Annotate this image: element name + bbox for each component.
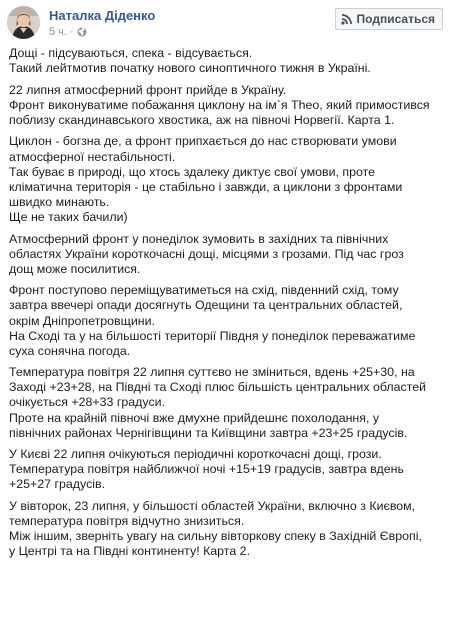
post-text-line: температура повітря відчутно знизиться. [9, 514, 245, 529]
post-text-line: У Києві 22 липня очікуються періодичні короткочасні дощі, грози. [9, 447, 382, 462]
meta-separator: · [69, 26, 74, 38]
author-avatar[interactable] [7, 6, 40, 39]
post-text-line: Температура повітря 22 липня суттєво не зміниться, вдень +25+30, на [9, 365, 415, 380]
rss-icon [341, 13, 353, 25]
post-paragraph [9, 499, 441, 559]
post-paragraph [9, 134, 441, 225]
post-meta [49, 26, 87, 38]
post-body [9, 46, 441, 566]
post-text-line: Циклон - богзна де, а фронт припхається до нас створювати умови [9, 134, 397, 149]
post-text-line: У вівторок, 23 липня, у більшості областей України, включно з Києвом, [9, 499, 416, 514]
post-text-line: швидко минають. [9, 194, 110, 209]
post-text-line: Проте на крайній півночі вже дмухне прийдешнє похолодання, у [9, 410, 380, 425]
post-text-line: +25+27 градусів. [9, 477, 106, 492]
post-text-line: кліматична територія - це стабільно і завжди, а циклони з фронтами [9, 179, 403, 194]
post-paragraph [9, 447, 441, 492]
post-paragraph [9, 283, 441, 358]
post-text-line: дощ може посилитися. [9, 261, 141, 276]
post-text-line: Фронт поступово переміщуватиметься на схід, південний схід, тому [9, 283, 399, 298]
post-timestamp[interactable]: 5 ч. [49, 26, 67, 38]
post-text-line: окрім Дніпропетровщини. [9, 313, 155, 328]
post-text-line: Атмосферний фронт у понеділок зумовить в західних та північних [9, 231, 389, 246]
post-text-line: Дощі - підсуваються, спека - відсувається. [9, 46, 253, 60]
follow-button[interactable] [335, 8, 443, 30]
post-text-line: очікується +28+33 градуси. [9, 395, 166, 410]
post-text-line: Заході +23+28, на Півдні та Сході плюс більшість центральних областей [9, 380, 427, 395]
post-text-line: атмосферної нестабільності. [9, 149, 176, 164]
post-text-line: Фронт виконуватиме побажання циклону на ім`я Theo, який примостився [9, 97, 430, 112]
post-text-line: у Центрі та на Півдні континенту! Карта 2. [9, 544, 251, 559]
post-text-line: поблизу скандинавського хвостика, аж на півночі Норвегії. Карта 1. [9, 112, 395, 127]
post-text-line: суха сонячна погода. [9, 343, 131, 358]
post-text-line: Температура повітря найближчої ночі +15+19 градусів, завтра вдень [9, 462, 404, 477]
author-photo-icon [7, 6, 40, 39]
post-paragraph [9, 46, 441, 76]
post-text-line: Так буває в природі, що хтось здалеку диктує свої умови, проте [9, 164, 376, 179]
post-text-line: Між іншим, зверніть увагу на сильну вівторкову спеку в Західній Європі, [9, 529, 422, 544]
post-text-line: 22 липня атмосферний фронт прийде в Україну. [9, 82, 287, 97]
post-text-line: північних районах Чернігівщини та Київщини завтра +23+25 градусів. [9, 425, 408, 440]
post-text-line: завтра ввечері опади досягнуть Одещини та центральних областей, [9, 298, 403, 313]
post-paragraph [9, 83, 441, 128]
globe-icon[interactable] [77, 27, 87, 37]
post-paragraph [9, 232, 441, 277]
post-text-line: На Сході та у на більшості території Півдня у понеділок переважатиме [9, 328, 416, 343]
follow-button-label: Подписаться [356, 12, 435, 26]
post-text-line: Такий лейтмотив початку нового синоптичного тижня в Україні. [9, 61, 371, 76]
post-header [7, 6, 443, 42]
post-text-line: Ще не таких бачили) [9, 209, 128, 224]
post-paragraph [9, 365, 441, 440]
post-text-line: областях України короткочасні дощі, місцями з грозами. Під час гроз [9, 246, 404, 261]
author-name[interactable]: Наталка Діденко [49, 8, 156, 23]
